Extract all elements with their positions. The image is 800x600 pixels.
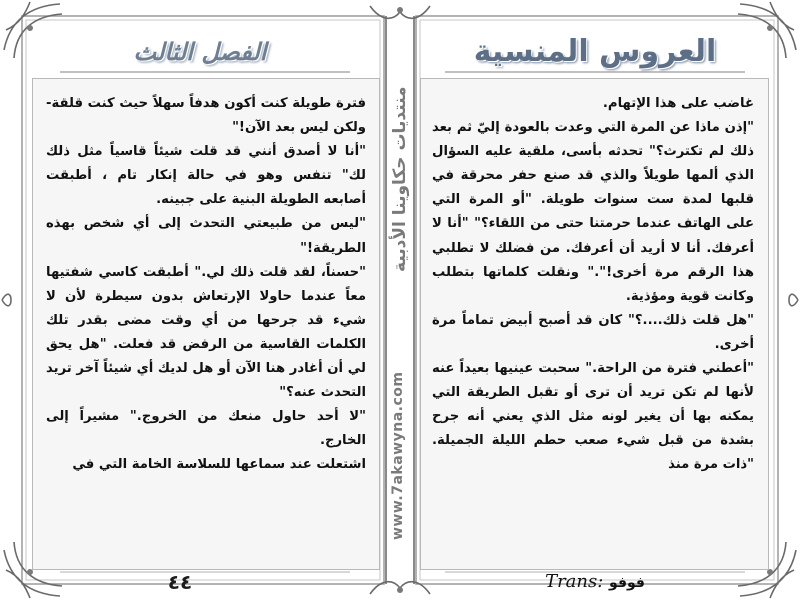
left-page-text xyxy=(46,92,366,562)
paragraph: "أعطني فترة من الراحة." سحبت عينيها بعيداً عنه لأنها لم تكن تريد أن ترى أو تقبل الطريقة التي يمكنه بها أن يغير لونه مثل الذي يعني أنه جرح بشدة من قبل شيء صعب حطم الليلة الجميلة. "ذات مرة منذ xyxy=(432,361,754,473)
translator-credit xyxy=(505,571,685,592)
website-url: www.7akawyna.com xyxy=(390,371,406,540)
right-page-text xyxy=(432,92,754,562)
paragraph: "إذن ماذا عن المرة التي وعدت بالعودة إليّ ثم بعد ذلك لم تكترث؟" تحدثه بأسى، ملقية عليه السؤال الذي ألمها طويلاً والذي قد صنع حفر محرقة في قلبها لمدة ست سنوات طويلة. "أو المرة التي على الهاتف عندما حرمتنا حتى من اللقاء؟" "أنا لا أعرفك. أنا لا أريد أن أعرفك. من فضلك لا تطلبي هذا الرقم مرة أخرى!"." ونقلت كلماتها بتطلب وكانت قوية ومؤذية. xyxy=(432,120,754,304)
paragraph: "ليس من طبيعتي التحدث إلى أي شخص بهذه الطريقة!" xyxy=(46,216,366,256)
paragraph: اشتعلت عند سماعها للسلاسة الخامة التي في xyxy=(72,457,366,473)
paragraph: "أنا لا أصدق أنني قد قلت شيئاً قاسياً مثل ذلك لك" تنفس وهو في حالة إنكار تام ، أطبقت أصابعه الطويلة البنية على جبينه. xyxy=(46,144,366,208)
page-number: ٤٤ xyxy=(167,570,193,594)
book-spine xyxy=(384,40,416,560)
book-title: العروس المنسية xyxy=(473,34,717,69)
credit-label: Trans: xyxy=(545,571,604,592)
paragraph: "لا أحد حاول منعك من الخروج." مشيراً إلى الخارج. xyxy=(46,409,366,449)
paragraph: "حسناً، لقد قلت ذلك لي." أطبقت كاسي شفتيها معاً عندما حاولا الإرتعاش بدون سيطرة لأن لا شيء قد جرحها من أي وقت مضى بقدر تلك الكلمات القاسية من الرفض قد فعلت. "هل يحق لي أن أغادر هنا الآن أو هل لديك أي شيئاً آخر تريد التحدث عنه؟" xyxy=(46,264,366,401)
paragraph: فترة طويلة كنت أكون هدفاً سهلاً حيث كنت قلقة- ولكن ليس بعد الآن!" xyxy=(46,96,366,136)
chapter-title: الفصل الثالث xyxy=(133,38,267,66)
paragraph: غاضب على هذا الإتهام. xyxy=(602,96,754,111)
forum-name: منتديات حكاوينا الأدبية xyxy=(390,86,410,272)
translator-name: فوفو xyxy=(609,575,645,591)
paragraph: "هل قلت ذلك....؟" كان قد أصبح أبيض تماماً مرة أخرى. xyxy=(432,312,754,352)
